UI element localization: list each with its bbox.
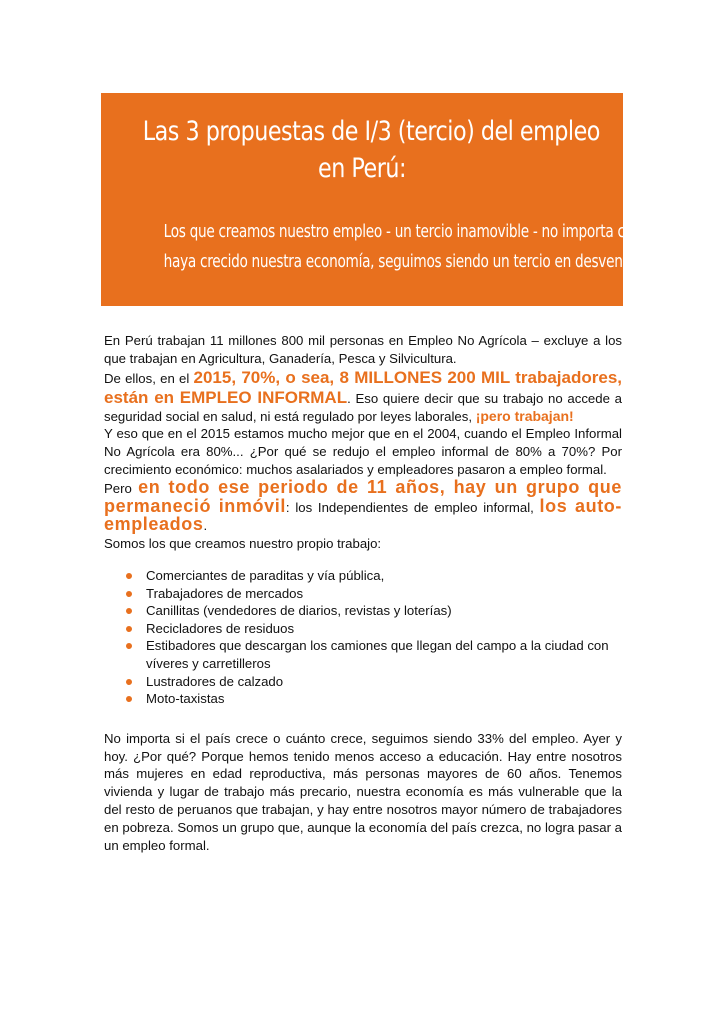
list-item: Canillitas (vendedores de diarios, revistas y loterías) [104, 602, 622, 620]
auto-employed-highlight: los auto-empleados [104, 495, 622, 535]
closing-paragraph: No importa si el país crece o cuánto crece, seguimos siendo 33% del empleo. Ayer y hoy. ¿Por qué? Porque hemos tenido menos acceso a educación. Hay entre nosotros más mujeres en edad reproductiva, más personas mayores de 60 años. Tenemos vivienda y lugar de trabajo más precario, nuestra economía es más vulnerable que la del resto de peruanos que trabajan, y hay entre nosotros mayor número de trabajadores en pobreza. Somos un grupo que, aunque la economía del país crezca, no logra pasar a un empleo formal. [104, 730, 622, 853]
para4-mid: : los Independientes de empleo informal, [285, 499, 540, 515]
bullet-icon [126, 696, 132, 702]
para4-lead: Pero [104, 480, 139, 496]
para2-lead: De ellos, en el [104, 370, 194, 386]
banner-subtitle-line-2: haya crecido nuestra economía, seguimos siendo un tercio en desventaja. [163, 251, 652, 272]
banner-subtitle-line-1: Los que creamos nuestro empleo - un tercio inamovible - no importa cuánto [163, 221, 663, 242]
list-item: Lustradores de calzado [104, 673, 622, 691]
bullet-icon [126, 573, 132, 579]
occupation-list [104, 567, 622, 708]
document-body [104, 332, 622, 854]
banner-title [142, 113, 600, 187]
bullet-icon [126, 591, 132, 597]
list-item: Recicladores de residuos [104, 620, 622, 638]
bullet-icon [126, 626, 132, 632]
list-item: Moto-taxistas [104, 690, 622, 708]
list-item: Comerciantes de paraditas y vía pública, [104, 567, 622, 585]
para2-rest: . Eso quiere decir que su trabajo no accede a seguridad social en salud, ni está regulado por leyes laborales, [104, 390, 622, 424]
banner-title-line-2: en Perú: [318, 153, 406, 184]
immobile-group-paragraph [104, 476, 622, 535]
list-item: Estibadores que descargan los camiones que llegan del campo a la ciudad con víveres y carretilleros [104, 637, 622, 672]
comparison-paragraph: Y eso que en el 2015 estamos mucho mejor que en el 2004, cuando el Empleo Informal No Agrícola era 80%... ¿Por qué se redujo el empleo informal de 80% a 70%? Por crecimiento económico: muchos asalariados y empleadores pasaron a empleo formal. [104, 426, 622, 477]
banner-subtitle [163, 217, 663, 277]
list-item: Trabajadores de mercados [104, 585, 622, 603]
banner-title-line-1: Las 3 propuestas de I/3 (tercio) del empleo [142, 116, 600, 147]
list-intro: Somos los que creamos nuestro propio trabajo: [104, 536, 382, 552]
title-banner [101, 93, 663, 306]
bullet-icon [126, 608, 132, 614]
para4-end: . [203, 518, 208, 534]
informal-stat-highlight: 2015, 70%, o sea, 8 MILLONES 200 MIL trabajadores, están en EMPLEO INFORMAL [104, 367, 622, 407]
bullet-icon [126, 643, 132, 649]
immobile-group-highlight: en todo ese periodo de 11 años, hay un grupo que permaneció inmóvil [104, 476, 622, 516]
pero-trabajan-highlight: ¡pero trabajan! [475, 407, 574, 424]
bullet-icon [126, 679, 132, 685]
informal-employment-paragraph [104, 368, 622, 426]
intro-paragraph: En Perú trabajan 11 millones 800 mil personas en Empleo No Agrícola – excluye a los que trabajan en Agricultura, Ganadería, Pesca y Silvicultura. [104, 333, 622, 366]
